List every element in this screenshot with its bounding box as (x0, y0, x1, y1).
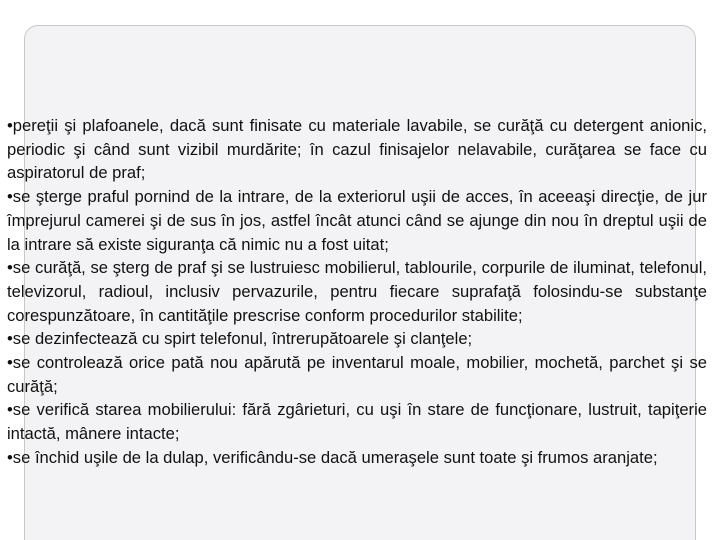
bullet-list (7, 114, 707, 470)
bullet-item: •se închid uşile de la dulap, verificându-se dacă umeraşele sunt toate şi frumos aranjate; (7, 447, 658, 467)
bullet-item: •se şterge praful pornind de la intrare, de la exteriorul uşii de acces, în aceeaşi direcţie, de jur împrejurul camerei şi de sus în jos, astfel încât atunci când se ajunge din nou în dreptul uşii de la intrare să existe siguranţa că nimic nu a fost uitat; (7, 187, 707, 254)
bullet-item: •se dezinfectează cu spirt telefonul, întrerupătoarele şi clanţele; (7, 329, 473, 349)
bullet-item: •pereţii şi plafoanele, dacă sunt finisate cu materiale lavabile, se curăţă cu detergent anionic, periodic şi când sunt vizibil murdărite; în cazul finisajelor nelavabile, curăţarea se face cu aspiratorul de praf; (7, 116, 707, 183)
bullet-item: •se curăţă, se şterg de praf şi se lustruiesc mobilierul, tablourile, corpurile de iluminat, telefonul, televizorul, radioul, inclusiv pervazurile, pentru fiecare suprafaţă folosindu-se substanţe corespunzătoare, în cantităţile prescrise conform procedurilor stabilite; (7, 258, 707, 325)
bullet-item: •se verifică starea mobilierului: fără zgârieturi, cu uşi în stare de funcţionare, lustruit, tapiţerie intactă, mânere intacte; (7, 400, 707, 444)
bullet-item: •se controlează orice pată nou apărută pe inventarul moale, mobilier, mochetă, parchet şi se curăţă; (7, 353, 707, 396)
